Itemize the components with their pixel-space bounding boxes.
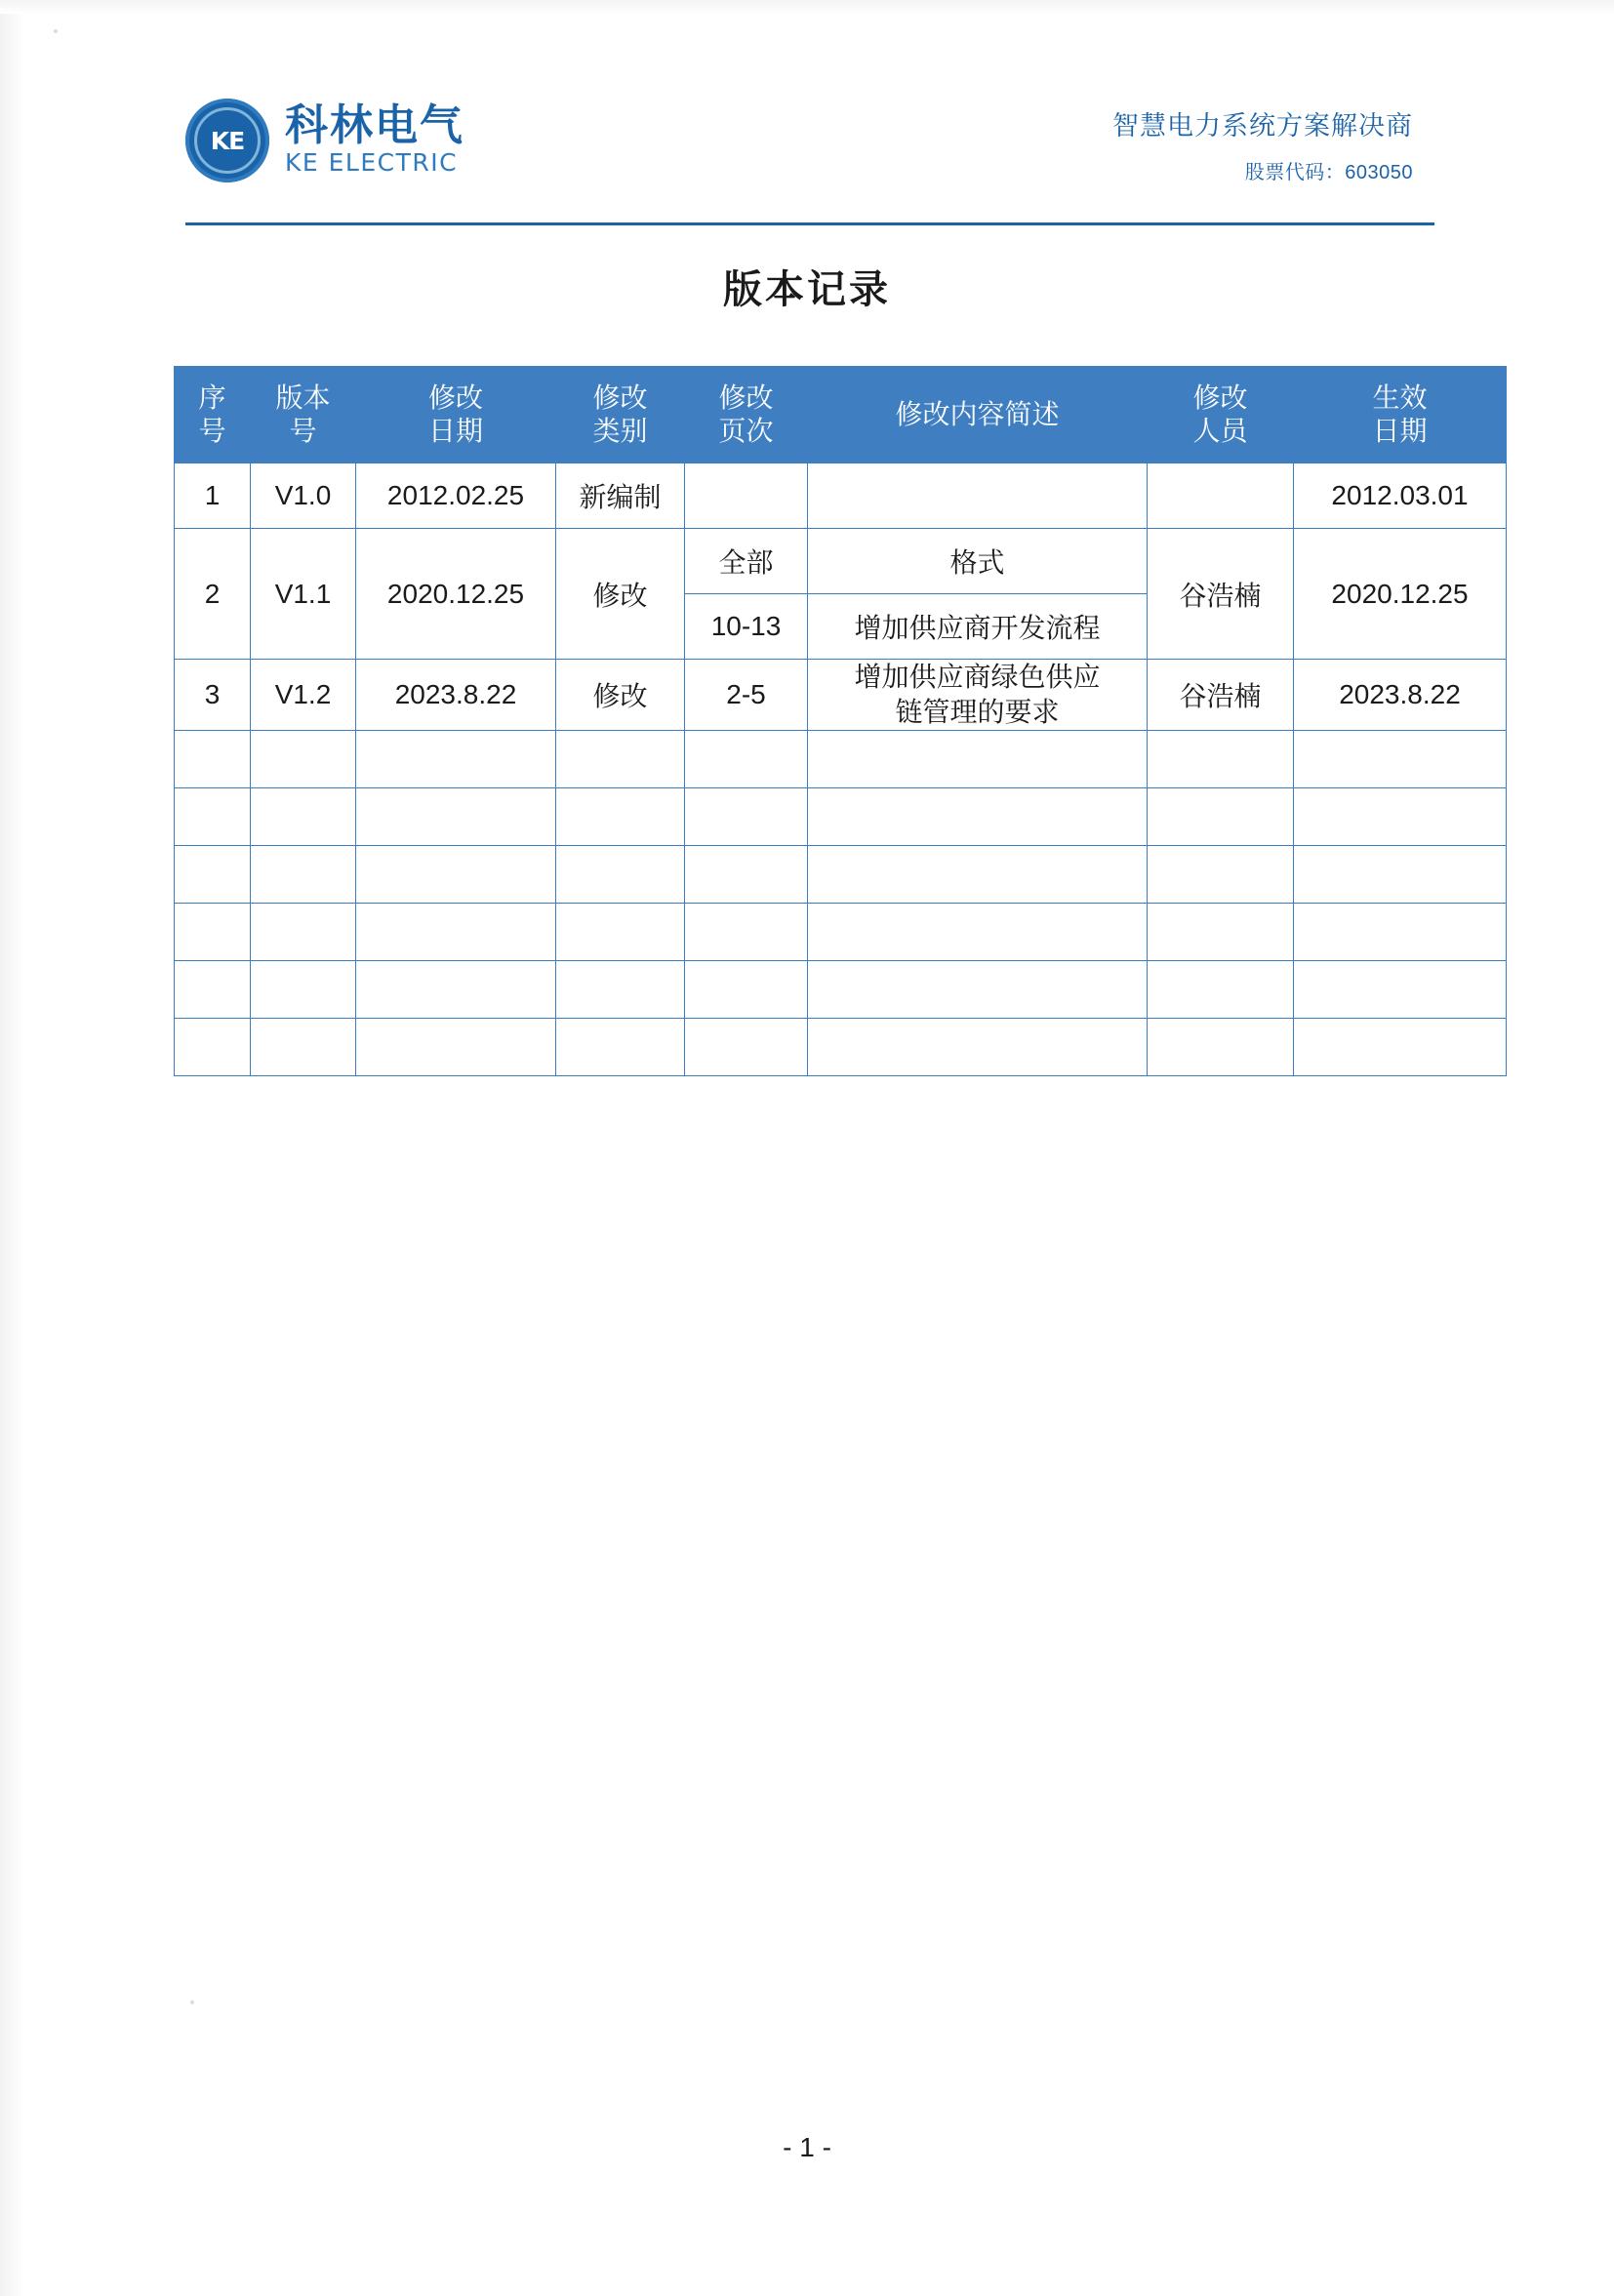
cell-date: 2023.8.22 (356, 660, 556, 731)
cell-pages: 全部 (685, 529, 808, 594)
cell-no (175, 1018, 251, 1075)
cell-effective-date: 2023.8.22 (1294, 660, 1507, 731)
column-header-pages: 修改 页次 (685, 367, 808, 463)
cell-date: 2012.02.25 (356, 463, 556, 529)
cell-person (1148, 463, 1294, 529)
scan-edge-left (0, 0, 25, 2296)
cell-effective-date (1294, 960, 1507, 1018)
column-header-version: 版本 号 (251, 367, 356, 463)
cell-pages (685, 463, 808, 529)
table-row-empty (175, 903, 1507, 960)
table-row-empty (175, 730, 1507, 787)
stock-code: 股票代码：603050 (1244, 162, 1413, 183)
cell-effective-date: 2020.12.25 (1294, 529, 1507, 660)
cell-person (1148, 730, 1294, 787)
cell-person (1148, 903, 1294, 960)
cell-no: 1 (175, 463, 251, 529)
cell-pages (685, 960, 808, 1018)
cell-no (175, 845, 251, 903)
cell-date (356, 1018, 556, 1075)
cell-summary (808, 730, 1148, 787)
cell-effective-date (1294, 787, 1507, 845)
scan-artifact (54, 29, 58, 33)
cell-no: 3 (175, 660, 251, 731)
version-record-table (174, 366, 1507, 1076)
cell-person (1148, 960, 1294, 1018)
table-row-empty (175, 787, 1507, 845)
cell-summary (808, 845, 1148, 903)
table-row (175, 529, 1507, 594)
cell-date (356, 787, 556, 845)
column-header-person: 修改 人员 (1148, 367, 1294, 463)
company-logo (185, 99, 464, 182)
cell-no (175, 787, 251, 845)
cell-summary (808, 787, 1148, 845)
company-slogan: 智慧电力系统方案解决商 (1112, 111, 1413, 141)
cell-summary (808, 903, 1148, 960)
table-row-empty (175, 845, 1507, 903)
table-row (175, 660, 1507, 731)
cell-version: V1.1 (251, 529, 356, 660)
cell-version (251, 845, 356, 903)
page-number: - 1 - (783, 2132, 831, 2162)
column-header-type: 修改 类别 (556, 367, 685, 463)
cell-effective-date (1294, 903, 1507, 960)
cell-pages-secondary: 10-13 (685, 594, 808, 660)
cell-person: 谷浩楠 (1148, 660, 1294, 731)
document-header (185, 93, 1434, 200)
cell-person (1148, 845, 1294, 903)
page-title: 版本记录 (723, 268, 891, 311)
cell-no (175, 903, 251, 960)
page-footer (0, 2132, 1614, 2163)
cell-person: 谷浩楠 (1148, 529, 1294, 660)
cell-effective-date (1294, 845, 1507, 903)
cell-version (251, 1018, 356, 1075)
cell-date (356, 730, 556, 787)
cell-date (356, 845, 556, 903)
cell-effective-date (1294, 1018, 1507, 1075)
header-divider (185, 222, 1434, 225)
cell-version (251, 960, 356, 1018)
cell-summary (808, 1018, 1148, 1075)
cell-type (556, 903, 685, 960)
cell-pages (685, 1018, 808, 1075)
cell-version (251, 787, 356, 845)
table-row (175, 463, 1507, 529)
cell-pages (685, 730, 808, 787)
cell-type (556, 960, 685, 1018)
logo-text-block (285, 103, 464, 178)
cell-effective-date: 2012.03.01 (1294, 463, 1507, 529)
scan-artifact (190, 2000, 194, 2004)
cell-version: V1.2 (251, 660, 356, 731)
cell-version: V1.0 (251, 463, 356, 529)
cell-type (556, 787, 685, 845)
cell-summary (808, 463, 1148, 529)
cell-type (556, 1018, 685, 1075)
cell-person (1148, 787, 1294, 845)
logo-mark-text: KE (210, 126, 245, 155)
cell-type: 修改 (556, 660, 685, 731)
table-row-empty (175, 1018, 1507, 1075)
cell-summary: 格式 (808, 529, 1148, 594)
cell-no (175, 960, 251, 1018)
cell-no (175, 730, 251, 787)
cell-pages (685, 845, 808, 903)
cell-summary-secondary: 增加供应商开发流程 (808, 594, 1148, 660)
cell-date: 2020.12.25 (356, 529, 556, 660)
cell-pages: 2-5 (685, 660, 808, 731)
cell-pages (685, 903, 808, 960)
cell-version (251, 730, 356, 787)
cell-date (356, 903, 556, 960)
cell-pages (685, 787, 808, 845)
company-name-en: KE ELECTRIC (285, 148, 459, 178)
column-header-summary: 修改内容简述 (808, 367, 1148, 463)
cell-type (556, 845, 685, 903)
cell-summary (808, 960, 1148, 1018)
scan-edge-top (0, 0, 1614, 14)
cell-date (356, 960, 556, 1018)
column-header-effective-date: 生效 日期 (1294, 367, 1507, 463)
column-header-date: 修改 日期 (356, 367, 556, 463)
cell-version (251, 903, 356, 960)
cell-person (1148, 1018, 1294, 1075)
cell-type: 新编制 (556, 463, 685, 529)
cell-type: 修改 (556, 529, 685, 660)
column-header-no: 序 号 (175, 367, 251, 463)
table-header-row (175, 367, 1507, 463)
table-row-empty (175, 960, 1507, 1018)
company-name-cn: 科林电气 (285, 101, 464, 149)
cell-no: 2 (175, 529, 251, 660)
cell-summary: 增加供应商绿色供应 链管理的要求 (808, 660, 1148, 731)
cell-effective-date (1294, 730, 1507, 787)
version-record-table-wrap (174, 366, 1469, 1076)
ke-electric-logo-icon (185, 99, 269, 182)
header-right-block (1112, 104, 1413, 184)
cell-type (556, 730, 685, 787)
